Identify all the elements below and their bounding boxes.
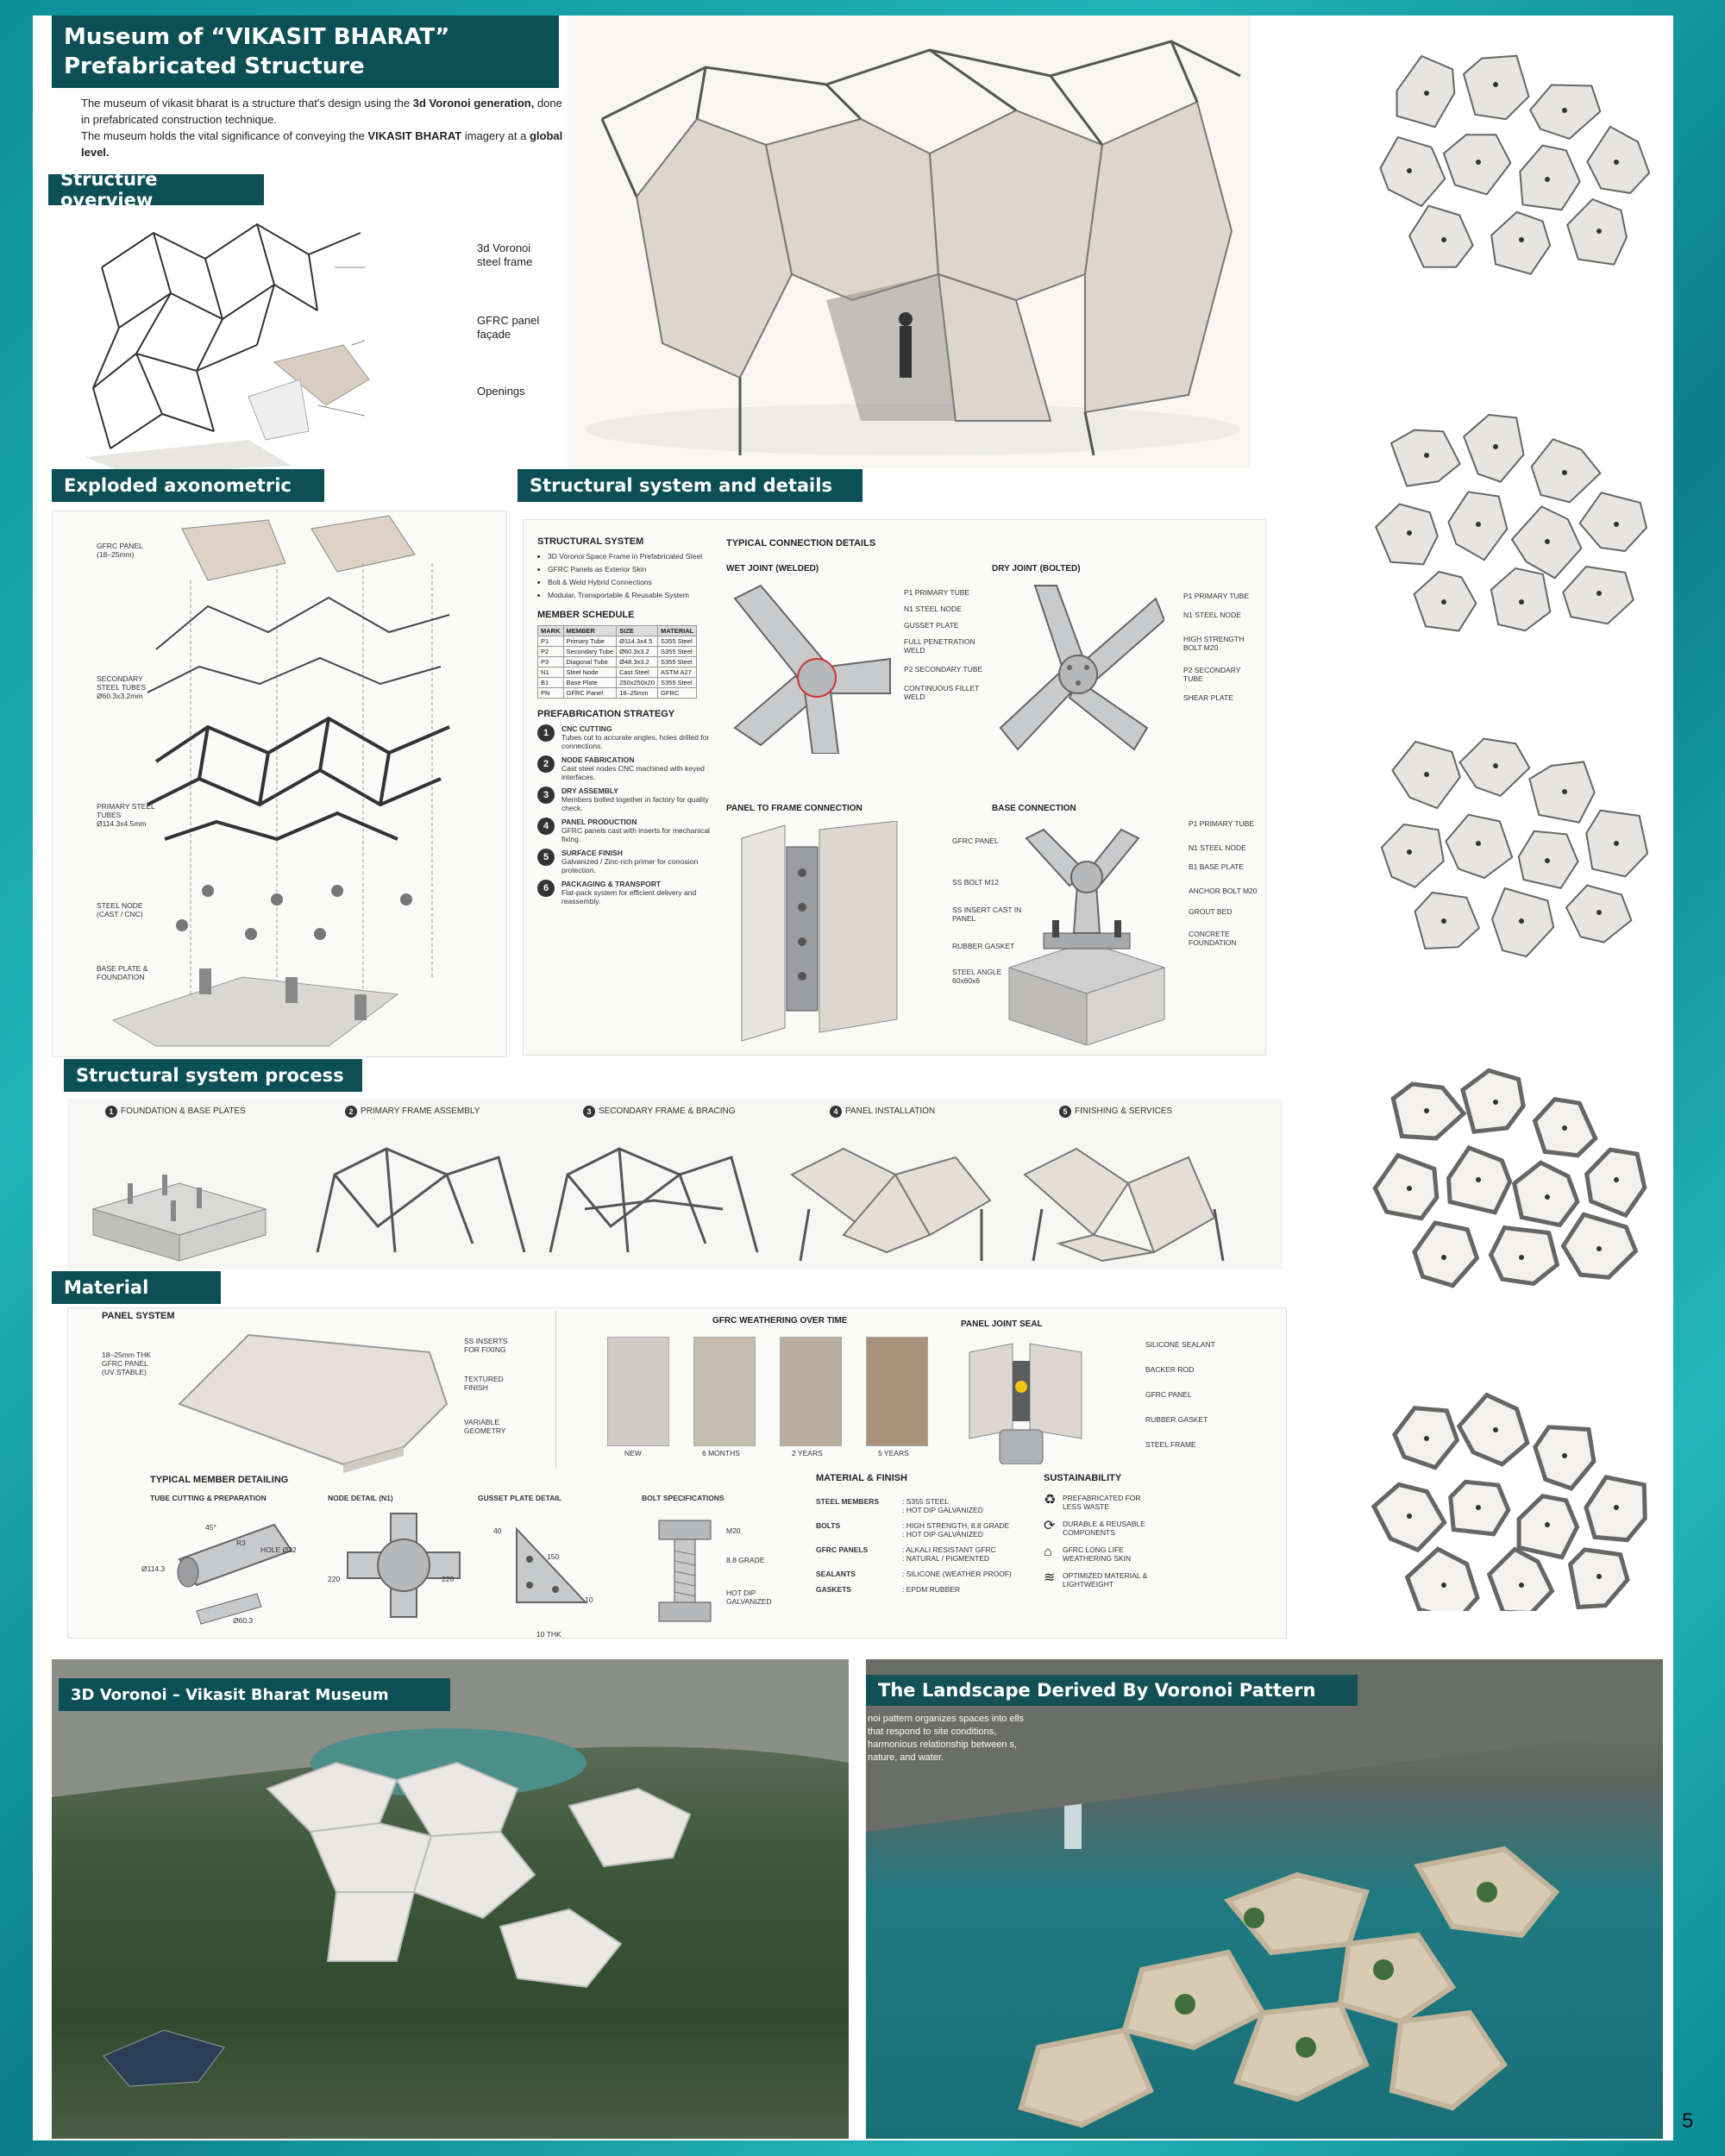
voronoi-seed (1596, 229, 1602, 234)
overview-frame-drawing (76, 207, 507, 474)
hero-sketch (568, 16, 1251, 468)
finish-row: GFRC PANELS : ALKALI RESISTANT GFRC : NATURAL / PIGMENTED (816, 1545, 996, 1563)
voronoi-cell (1376, 505, 1438, 565)
render1-heading: 3D Voronoi – Vikasit Bharat Museum (59, 1678, 450, 1711)
weathering-title: GFRC WEATHERING OVER TIME (712, 1316, 848, 1326)
voronoi-cell (1391, 430, 1460, 486)
weathering-label: 6 MONTHS (702, 1449, 740, 1457)
voronoi-seed (1545, 177, 1550, 182)
finish-row: SEALANTS : SILICONE (WEATHER PROOF) (816, 1570, 1012, 1578)
finish-title: MATERIAL & FINISH (816, 1473, 907, 1483)
tube-prep-title: TUBE CUTTING & PREPARATION (150, 1494, 267, 1502)
voronoi-seed (1424, 91, 1429, 96)
voronoi-cell (1464, 56, 1529, 120)
voronoi-seed (1424, 453, 1429, 458)
voronoi-seed (1476, 160, 1481, 165)
voronoi-seed (1441, 237, 1446, 242)
exploded-label-secondary: SECONDARY STEEL TUBES Ø60.3x3.2mm (97, 674, 147, 700)
gusset-dim-40: 40 (493, 1526, 502, 1535)
exploded-heading: Exploded axonometric (52, 469, 324, 502)
weathering-swatch (693, 1337, 756, 1446)
voronoi-cell (1580, 492, 1647, 551)
prefab-step: 5 SURFACE FINISH Galvanized / Zinc-rich primer for corrosion protection. (537, 849, 710, 874)
dry-joint-title: DRY JOINT (BOLTED) (992, 564, 1081, 573)
panel-frame-title: PANEL TO FRAME CONNECTION (726, 804, 862, 813)
voronoi-cell (1587, 1150, 1645, 1215)
sheet (33, 16, 1673, 2140)
wet-joint-drawing (726, 581, 899, 754)
system-item: • Modular, Transportable & Reusable System (548, 591, 710, 599)
gfrc-panel-drawing (171, 1318, 455, 1473)
tube-drawing (145, 1507, 317, 1628)
prefab-step: 6 PACKAGING & TRANSPORT Flat-pack system for efficient delivery and reassembly. (537, 880, 710, 906)
voronoi-cell (1380, 137, 1445, 206)
process-drawings (67, 1123, 1283, 1269)
table-row: P2 Secondary Tube Ø60.3x3.2 S355 Steel (538, 647, 697, 657)
material-heading: Material (52, 1271, 221, 1304)
voronoi-seed (1519, 599, 1524, 605)
process-step-3: 3 SECONDARY FRAME & BRACING (583, 1106, 736, 1118)
voronoi-cell (1408, 1549, 1477, 1611)
gusset-dim-thk: 10 THK (536, 1630, 561, 1639)
node-detail-drawing (343, 1509, 464, 1621)
bolt-drawing (650, 1516, 719, 1628)
voronoi-cell (1444, 135, 1511, 194)
voronoi-seed (1441, 1583, 1446, 1588)
voronoi-seed (1407, 1514, 1412, 1519)
voronoi-seed (1407, 168, 1412, 173)
voronoi-seed (1441, 599, 1446, 605)
bolt-label-grade: 8.8 GRADE (726, 1556, 765, 1564)
title-banner (52, 16, 559, 88)
voronoi-seed (1545, 858, 1550, 863)
voronoi-cell (1564, 1214, 1636, 1277)
exploded-label-primary: PRIMARY STEEL TUBES Ø114.3x4.5mm (97, 802, 155, 828)
sustainability-item: ≋ OPTIMIZED MATERIAL & LIGHTWEIGHT (1044, 1570, 1148, 1589)
voronoi-seed (1545, 1194, 1550, 1200)
base-connection-labels: P1 PRIMARY TUBE N1 STEEL NODE B1 BASE PLATE ANCHOR BOLT M20 GROUT BED CONCRETE FOUNDATION (1189, 819, 1258, 947)
render2-text: noi pattern organizes spaces into ells that respond to site conditions, harmonious relationship between s, nature, and water. (868, 1714, 1024, 1763)
voronoi-seed (1562, 1453, 1567, 1458)
process-step-5: 5 FINISHING & SERVICES (1059, 1106, 1172, 1118)
overview-label-panel: GFRC panel façade (477, 314, 540, 341)
voronoi-seed (1424, 1108, 1429, 1113)
reuse-icon: ⟳ (1044, 1519, 1056, 1533)
voronoi-seed (1519, 1583, 1524, 1588)
panel-label-textured: TEXTURED FINISH (464, 1375, 504, 1392)
finish-row: BOLTS : HIGH STRENGTH, 8.8 GRADE : HOT DIP GALVANIZED (816, 1521, 1010, 1539)
sustainability-item: ⌂ GFRC LONG LIFE WEATHERING SKIN (1044, 1545, 1132, 1563)
voronoi-cell (1463, 1070, 1523, 1131)
table-row: P3 Diagonal Tube Ø48.3x3.2 S355 Steel (538, 657, 697, 667)
table-row: PN GFRC Panel 18–25mm GFRC (538, 688, 697, 699)
page-number: 5 (1682, 2109, 1694, 2133)
process-step-2: 2 PRIMARY FRAME ASSEMBLY (345, 1106, 480, 1118)
voronoi-seed (1407, 530, 1412, 536)
prefab-title: PREFABRICATION STRATEGY (537, 709, 675, 719)
voronoi-seed (1614, 1177, 1619, 1182)
joint-seal-title: PANEL JOINT SEAL (961, 1319, 1043, 1329)
bolt-label-galv: HOT DIP GALVANIZED (726, 1589, 772, 1606)
overview-label-frame: 3d Voronoi steel frame (477, 241, 533, 268)
gusset-dim-10: 10 (585, 1595, 593, 1604)
joint-seal-labels: SILICONE SEALANT BACKER ROD GFRC PANEL RUBBER GASKET STEEL FRAME (1145, 1340, 1215, 1449)
panel-system-title: PANEL SYSTEM (102, 1311, 175, 1321)
voronoi-seed (1596, 1246, 1602, 1251)
voronoi-plan-column (1332, 24, 1668, 1611)
voronoi-cell (1491, 212, 1550, 274)
voronoi-cell (1409, 206, 1473, 267)
process-strip (67, 1099, 1283, 1269)
voronoi-seed (1476, 1505, 1481, 1510)
tube-label-primary-dia: Ø114.3 (141, 1564, 166, 1573)
voronoi-seed (1407, 849, 1412, 855)
tube-label-secondary-dia: Ø60.3 (233, 1616, 254, 1625)
title-line1: Museum of “VIKASIT BHARAT” (64, 24, 450, 50)
weathering-label: 5 YEARS (878, 1449, 909, 1457)
voronoi-plans (1374, 56, 1649, 1611)
prefab-step: 4 PANEL PRODUCTION GFRC panels cast with inserts for mechanical fixing. (537, 818, 710, 843)
voronoi-seed (1493, 82, 1498, 87)
voronoi-seed (1519, 1255, 1524, 1260)
table-row: P1 Primary Tube Ø114.3x4.5 S355 Steel (538, 636, 697, 647)
voronoi-cell (1375, 1156, 1437, 1219)
member-schedule-table: MARK MEMBER SIZE MATERIAL P1 Primary Tube Ø114.3x4.5 S355 Steel P2 Secondary Tube Ø60.3x3.2 S355 Steel P3 Diagonal Tube Ø48.3x3.2 S355 Steel N1 Steel Node Cast Steel ASTM A27 B1 Base Plate 250x250x20 S355 Steel PN GFRC Panel 18–25mm GFRC (537, 625, 697, 699)
panel-frame-labels: GFRC PANEL SS BOLT M12 SS INSERT CAST IN PANEL RUBBER GASKET STEEL ANGLE 60x60x6 (952, 837, 1022, 985)
weathering-swatch (780, 1337, 842, 1446)
voronoi-seed (1424, 1436, 1429, 1441)
voronoi-seed (1476, 841, 1481, 846)
voronoi-cell (1415, 893, 1479, 949)
voronoi-seed (1476, 1177, 1481, 1182)
connection-title: TYPICAL CONNECTION DETAILS (726, 538, 876, 548)
node-dim-right: 220 (442, 1575, 455, 1583)
render2-heading: The Landscape Derived By Voronoi Pattern (866, 1675, 1358, 1706)
sustainability-title: SUSTAINABILITY (1044, 1473, 1122, 1483)
panel-system-desc: 18–25mm THK GFRC PANEL (UV STABLE) (102, 1351, 152, 1376)
tube-label-angle: 45° (205, 1523, 216, 1532)
sustainability-item: ♻ PREFABRICATED FOR LESS WASTE (1044, 1493, 1141, 1511)
member-schedule-title: MEMBER SCHEDULE (537, 610, 635, 620)
gusset-dim-150: 150 (547, 1552, 560, 1561)
voronoi-seed (1596, 1574, 1602, 1579)
node-dim-left: 220 (328, 1575, 341, 1583)
voronoi-seed (1596, 591, 1602, 596)
voronoi-cell (1491, 568, 1550, 630)
voronoi-seed (1519, 237, 1524, 242)
voronoi-seed (1562, 470, 1567, 475)
voronoi-seed (1545, 1522, 1550, 1527)
finish-row: GASKETS : EPDM RUBBER (816, 1585, 961, 1594)
voronoi-seed (1562, 789, 1567, 794)
voronoi-cell (1382, 824, 1444, 887)
prefab-step: 1 CNC CUTTING Tubes cut to accurate angles, holes drilled for connections. (537, 724, 710, 750)
voronoi-seed (1441, 918, 1446, 924)
voronoi-seed (1562, 108, 1567, 113)
voronoi-seed (1614, 522, 1619, 527)
panel-label-inserts: SS INSERTS FOR FIXING (464, 1337, 508, 1354)
overview-label-openings: Openings (477, 385, 525, 398)
panel-frame-drawing (733, 821, 906, 1045)
process-heading: Structural system process (64, 1059, 362, 1092)
voronoi-seed (1493, 1100, 1498, 1105)
voronoi-cell (1414, 1223, 1477, 1286)
voronoi-cell (1520, 146, 1579, 210)
voronoi-seed (1441, 1255, 1446, 1260)
system-item: • Bolt & Weld Hybrid Connections (548, 578, 710, 586)
voronoi-cell (1587, 127, 1649, 193)
voronoi-cell (1446, 815, 1512, 878)
table-row: B1 Base Plate 250x250x20 S355 Steel (538, 678, 697, 688)
voronoi-seed (1493, 1427, 1498, 1432)
finish-list (816, 1497, 1023, 1594)
node-detail-title: NODE DETAIL (N1) (328, 1494, 393, 1502)
wet-joint-labels: P1 PRIMARY TUBE N1 STEEL NODE GUSSET PLATE FULL PENETRATION WELD P2 SECONDARY TUBE CONTINUOUS FILLET WELD (904, 588, 983, 701)
exploded-label-gfrc: GFRC PANEL (18–25mm) (97, 542, 143, 559)
sustainability-list (1044, 1494, 1216, 1589)
voronoi-seed (1614, 1505, 1619, 1510)
title-line2: Prefabricated Structure (64, 53, 365, 79)
base-connection-title: BASE CONNECTION (992, 804, 1076, 813)
gusset-drawing (512, 1525, 590, 1611)
gusset-title: GUSSET PLATE DETAIL (478, 1494, 561, 1502)
base-connection-drawing (992, 821, 1173, 1045)
voronoi-seed (1519, 918, 1524, 924)
bolt-title: BOLT SPECIFICATIONS (642, 1494, 724, 1502)
structural-system-block (537, 536, 710, 911)
voronoi-seed (1562, 1125, 1567, 1131)
system-item: • GFRC Panels as Exterior Skin (548, 565, 710, 573)
prefab-step: 3 DRY ASSEMBLY Members bolted together in factory for quality check. (537, 787, 710, 812)
table-row: N1 Steel Node Cast Steel ASTM A27 (538, 667, 697, 678)
overview-heading: Structure overview (48, 174, 264, 205)
structural-system-title: STRUCTURAL SYSTEM (537, 536, 644, 547)
weathering-swatch (866, 1337, 928, 1446)
system-item: • 3D Voronoi Space Frame in Prefabricated Steel (548, 552, 710, 561)
voronoi-seed (1493, 763, 1498, 768)
weathering-label: NEW (624, 1449, 642, 1457)
exploded-label-base: BASE PLATE & FOUNDATION (97, 964, 148, 981)
voronoi-seed (1614, 160, 1619, 165)
voronoi-seed (1614, 841, 1619, 846)
tube-label-r3: R3 (236, 1539, 246, 1547)
structural-heading: Structural system and details (518, 469, 862, 502)
voronoi-seed (1476, 522, 1481, 527)
layers-icon: ≋ (1044, 1570, 1056, 1585)
process-step-1: 1 FOUNDATION & BASE PLATES (105, 1106, 246, 1118)
finish-row: STEEL MEMBERS : S355 STEEL : HOT DIP GALVANIZED (816, 1497, 983, 1514)
tube-label-hole: HOLE Ø22 (260, 1545, 297, 1554)
process-step-4: 4 PANEL INSTALLATION (830, 1106, 935, 1118)
recycle-icon: ♻ (1044, 1493, 1057, 1507)
weathering-swatch (607, 1337, 669, 1446)
voronoi-cell (1490, 1549, 1552, 1611)
voronoi-seed (1596, 910, 1602, 915)
voronoi-cell (1491, 1228, 1558, 1284)
dry-joint-labels: P1 PRIMARY TUBE N1 STEEL NODE HIGH STRENGTH BOLT M20 P2 SECONDARY TUBE SHEAR PLATE (1183, 592, 1250, 702)
dry-joint-drawing (992, 581, 1164, 754)
weathering-label: 2 YEARS (792, 1449, 823, 1457)
voronoi-seed (1545, 539, 1550, 544)
panel-label-geometry: VARIABLE GEOMETRY (464, 1418, 506, 1435)
voronoi-cell (1515, 1163, 1578, 1225)
voronoi-seed (1407, 1186, 1412, 1191)
voronoi-seed (1424, 772, 1429, 777)
museum-render (52, 1659, 849, 2139)
member-detailing-title: TYPICAL MEMBER DETAILING (150, 1475, 289, 1485)
bolt-label-m20: M20 (726, 1526, 741, 1535)
voronoi-seed (1493, 444, 1498, 449)
exploded-label-node: STEEL NODE (CAST / CNC) (97, 901, 143, 918)
shelter-icon: ⌂ (1044, 1545, 1052, 1559)
sustainability-item: ⟳ DURABLE & REUSABLE COMPONENTS (1044, 1519, 1145, 1537)
weathering-divider (555, 1311, 556, 1468)
intro-text: The museum of vikasit bharat is a structure that's design using the 3d Voronoi generation, done in prefabricated construction technique. The museum holds the vital significance of conveying the VIKASIT BHARAT imagery at a global level. (81, 97, 563, 159)
joint-seal-drawing (961, 1335, 1090, 1464)
prefab-step: 2 NODE FABRICATION Cast steel nodes CNC machined with keyed interfaces. (537, 755, 710, 781)
wet-joint-title: WET JOINT (WELDED) (726, 564, 819, 573)
